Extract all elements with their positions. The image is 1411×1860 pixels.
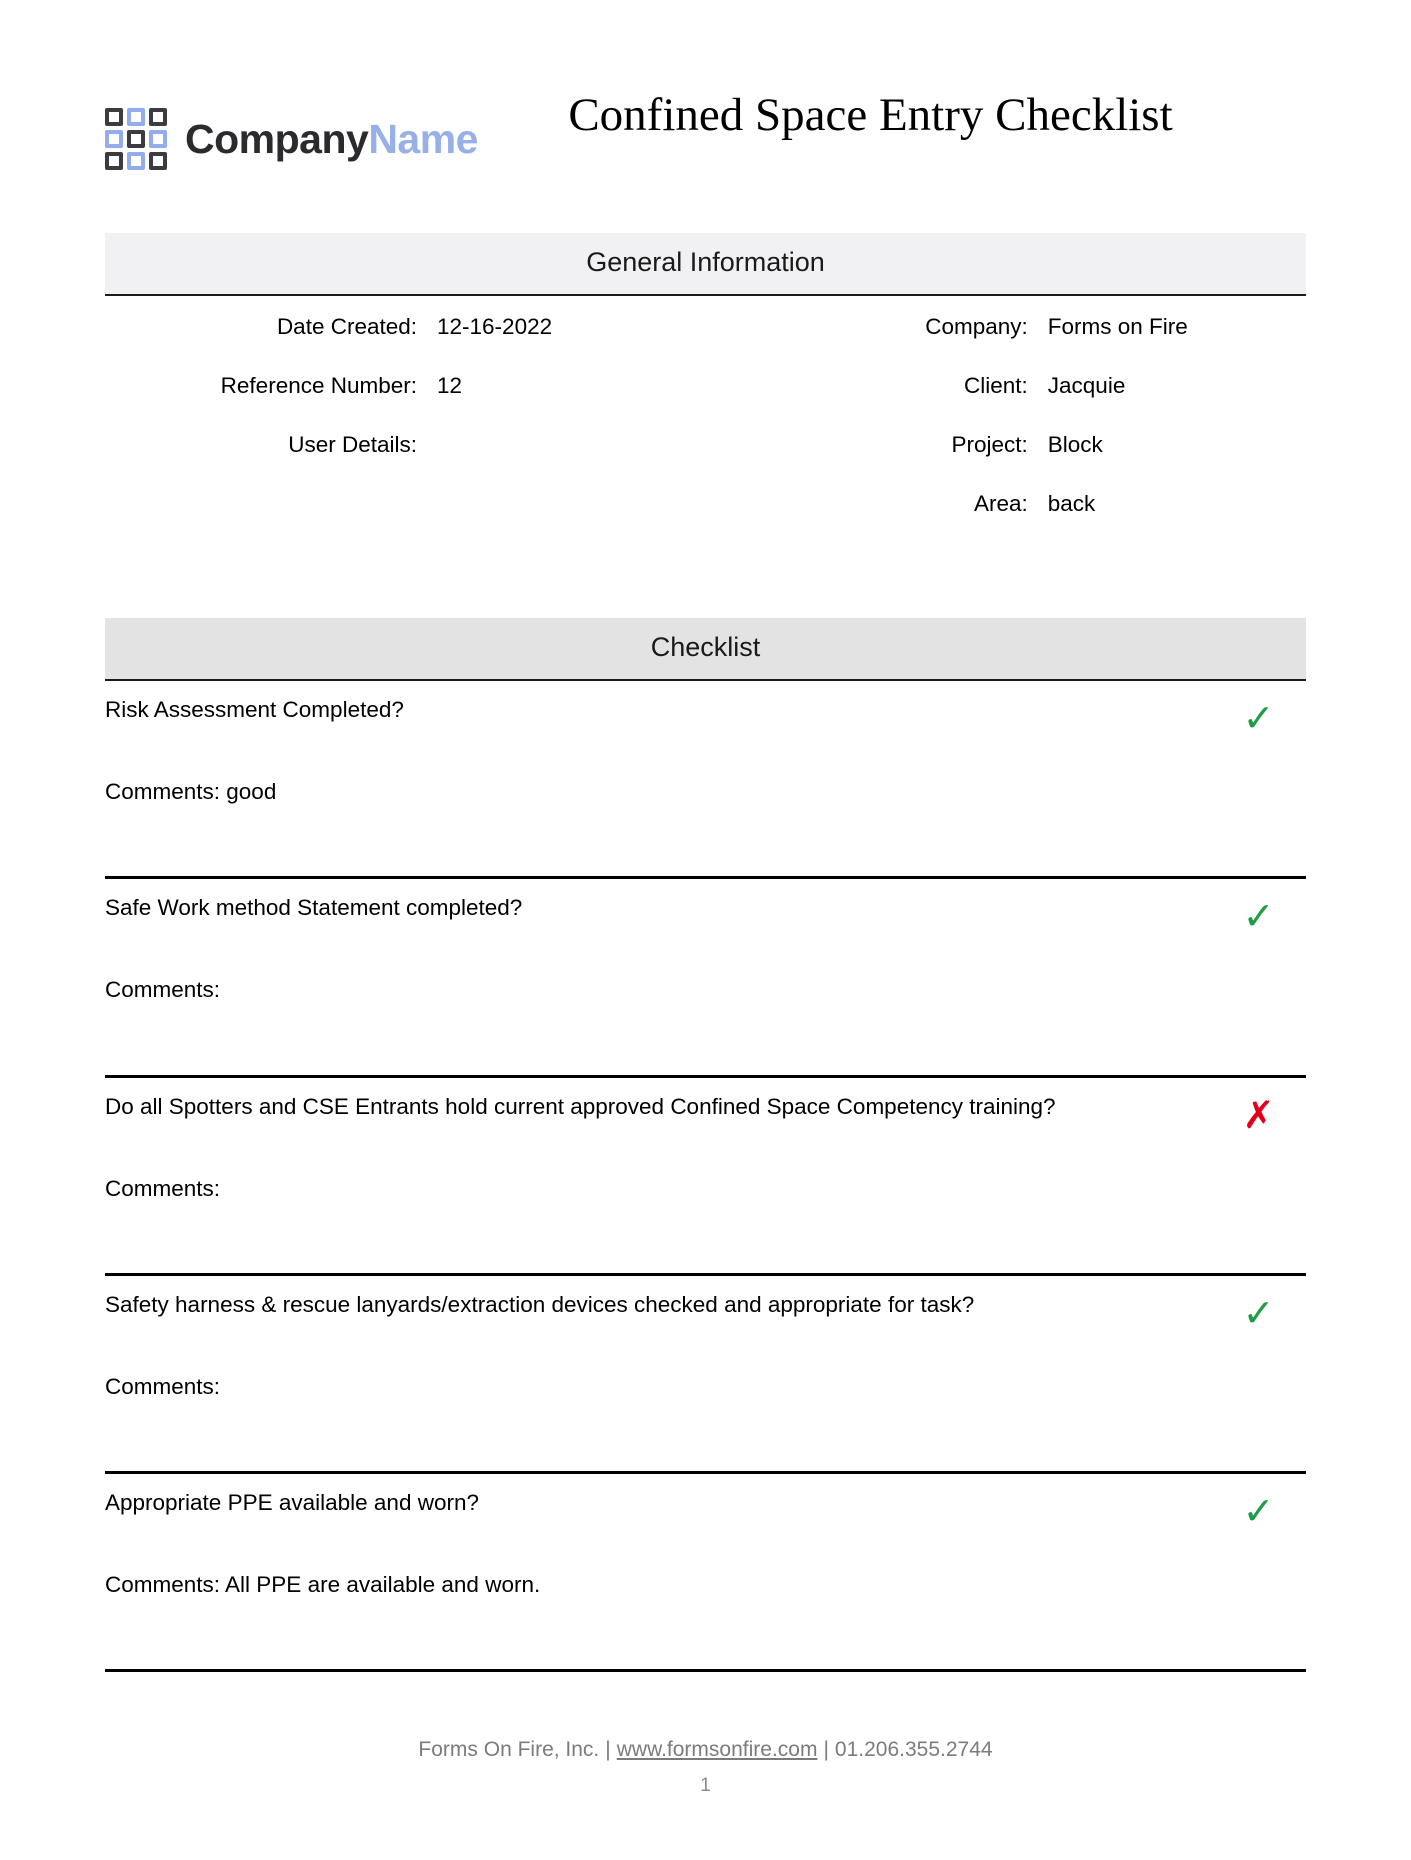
field-reference-number [105, 373, 688, 432]
field-project [706, 432, 1307, 491]
field-date-created-value: 12-16-2022 [437, 314, 553, 339]
footer-separator-1: | [605, 1738, 611, 1762]
company-name-secondary: Name [368, 115, 478, 162]
checklist-item-question: Risk Assessment Completed? [105, 697, 404, 722]
field-user-details [105, 432, 688, 491]
checkmark-icon: ✓ [1242, 696, 1275, 740]
footer-website-link[interactable]: www.formsonfire.com [616, 1738, 818, 1762]
checklist-item-question-row [105, 893, 1306, 937]
company-logo [105, 108, 478, 170]
page-number: 1 [700, 1774, 711, 1796]
field-area-value: back [1047, 491, 1096, 516]
company-name [185, 115, 478, 162]
checklist-item-question: Safe Work method Statement completed? [105, 895, 523, 921]
footer-separator-2: | [823, 1738, 829, 1762]
checklist-item [105, 1474, 1306, 1672]
field-company-label: Company: [925, 314, 1028, 339]
logo-cell-7 [105, 152, 123, 170]
checklist-item-question: Do all Spotters and CSE Entrants hold current approved Confined Space Competency training? [105, 1093, 1056, 1119]
document-header [105, 0, 1306, 233]
field-reference-number-value: 12 [437, 373, 463, 398]
field-project-label: Project: [951, 432, 1028, 457]
logo-cell-1 [105, 108, 123, 126]
company-name-primary: Company [185, 115, 369, 162]
logo-cell-5 [127, 130, 145, 148]
checklist-item-comment: Comments: All PPE are available and worn. [105, 1572, 541, 1597]
field-area [706, 491, 1307, 550]
footer-company: Forms On Fire, Inc. [418, 1738, 600, 1762]
cross-icon: ✗ [1242, 1092, 1275, 1137]
checklist-item-comment: Comments: [105, 1373, 221, 1399]
footer-line [105, 1734, 1306, 1767]
checkmark-icon: ✓ [1242, 1489, 1275, 1533]
grid-squares-logo-icon [105, 108, 167, 170]
checklist-item-question-row [105, 1290, 1306, 1334]
logo-cell-3 [149, 108, 167, 126]
page-title: Confined Space Entry Checklist [568, 89, 1173, 141]
checkmark-icon: ✓ [1242, 1290, 1275, 1335]
field-company [706, 314, 1307, 373]
checklist-item [105, 1276, 1306, 1474]
checklist-heading: Checklist [105, 618, 1306, 681]
field-date-created-label: Date Created: [276, 314, 418, 339]
field-date-created [105, 314, 688, 373]
field-client [706, 373, 1307, 432]
logo-cell-8 [127, 152, 145, 170]
general-information-right-column [706, 314, 1307, 550]
checklist-item-comment: Comments: [105, 977, 221, 1003]
logo-cell-4 [105, 130, 123, 148]
field-client-value: Jacquie [1047, 373, 1126, 398]
checklist-item-question-row [105, 695, 1306, 739]
checklist-item-question: Safety harness & rescue lanyards/extraction devices checked and appropriate for task? [105, 1291, 975, 1317]
checklist-item [105, 681, 1306, 879]
checkmark-icon: ✓ [1242, 894, 1275, 939]
field-area-label: Area: [974, 491, 1028, 516]
checklist-item [105, 1078, 1306, 1276]
logo-cell-9 [149, 152, 167, 170]
checklist-item-comment: Comments: [105, 1175, 221, 1201]
field-reference-number-label: Reference Number: [220, 373, 418, 398]
logo-cell-6 [149, 130, 167, 148]
footer-phone: 01.206.355.2744 [834, 1738, 993, 1762]
logo-cell-2 [127, 108, 145, 126]
field-project-value: Block [1047, 432, 1103, 457]
checklist-item [105, 879, 1306, 1077]
checklist-section [105, 618, 1306, 1672]
general-information-left-column [105, 314, 706, 550]
document-footer [105, 1734, 1306, 1800]
checklist-item-comment: Comments: good [105, 779, 277, 804]
checklist-item-question-row [105, 1092, 1306, 1136]
field-user-details-label: User Details: [288, 432, 418, 457]
checklist-item-question-row [105, 1488, 1306, 1532]
general-information-fields [105, 296, 1306, 550]
field-client-label: Client: [964, 373, 1028, 398]
checklist-item-question: Appropriate PPE available and worn? [105, 1490, 479, 1515]
general-information-heading: General Information [105, 233, 1306, 296]
field-company-value: Forms on Fire [1047, 314, 1188, 339]
